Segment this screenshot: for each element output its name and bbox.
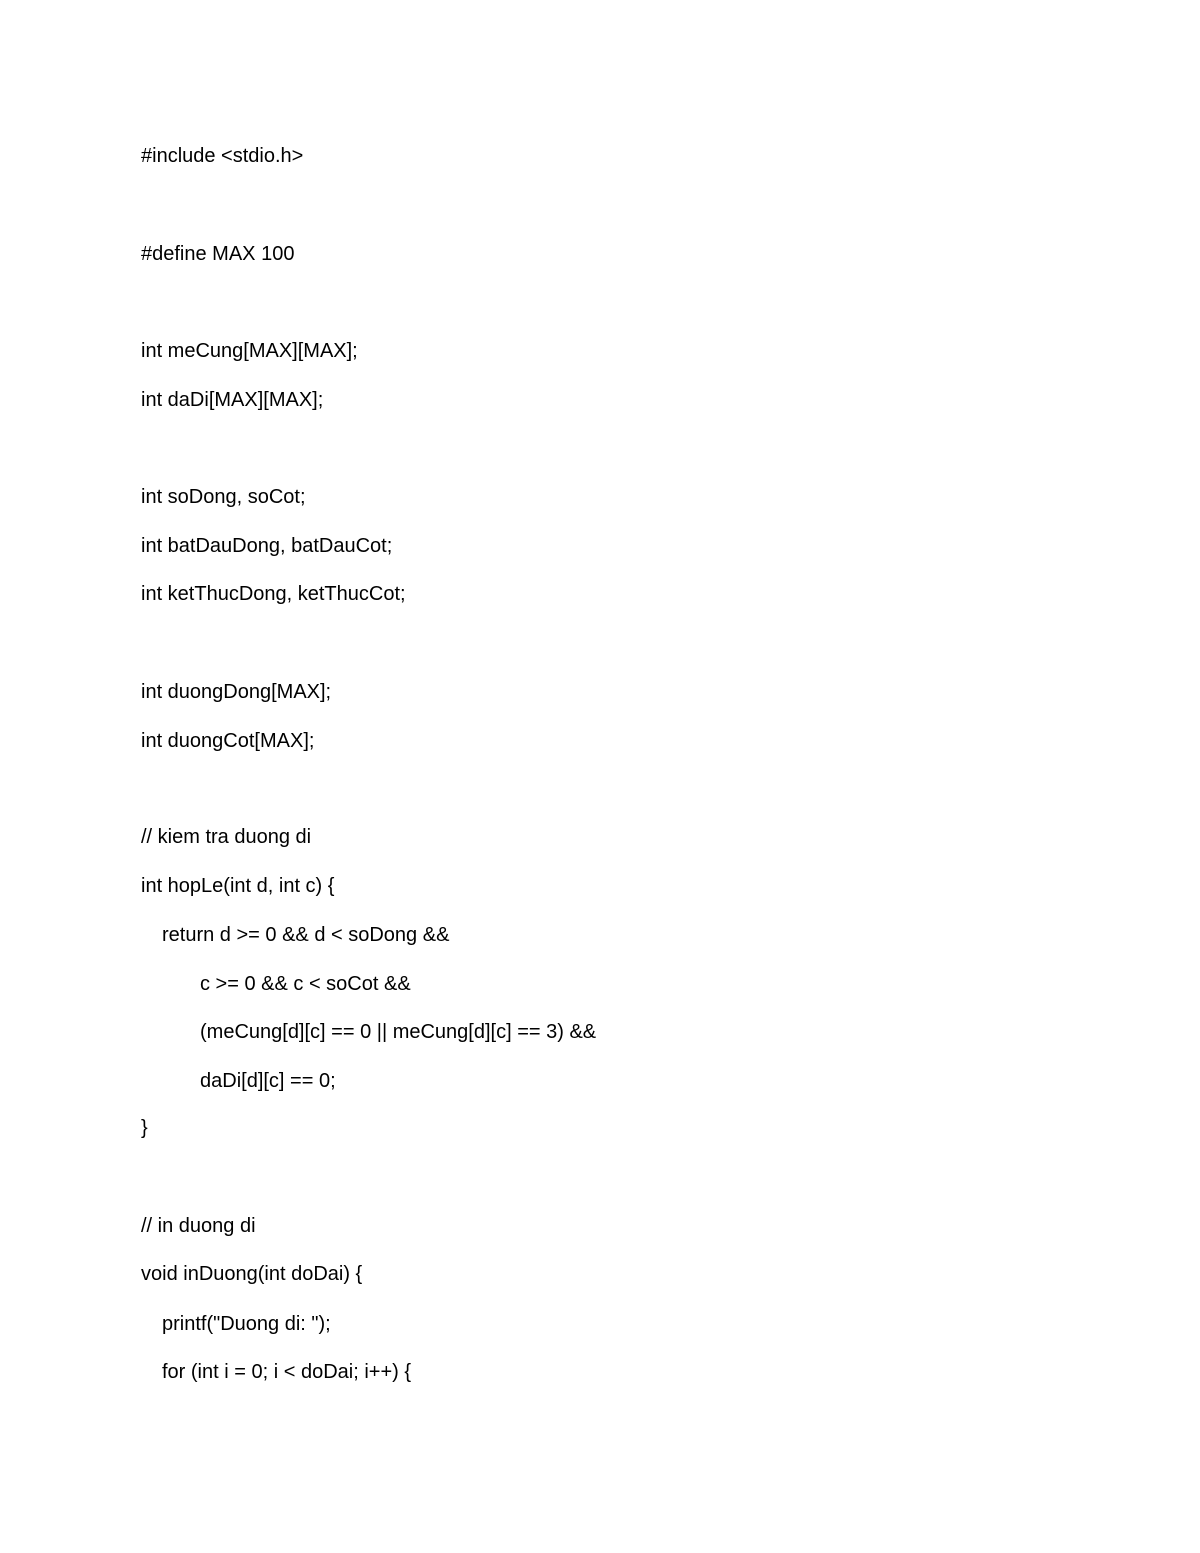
- code-line-visited-check: daDi[d][c] == 0;: [200, 1070, 336, 1092]
- code-line-mecung-decl: int meCung[MAX][MAX];: [141, 340, 358, 362]
- code-line-include: #include <stdio.h>: [141, 145, 304, 167]
- code-line-cell-check: (meCung[d][c] == 0 || meCung[d][c] == 3) &&: [200, 1021, 597, 1043]
- code-line-size-decl: int soDong, soCot;: [141, 486, 306, 508]
- code-line-end-decl: int ketThucDong, ketThucCot;: [141, 583, 406, 605]
- code-line-return-stmt: return d >= 0 && d < soDong &&: [162, 924, 450, 946]
- code-line-define: #define MAX 100: [141, 243, 295, 265]
- code-line-path-row-decl: int duongDong[MAX];: [141, 681, 332, 703]
- code-line-printf: printf("Duong di: ");: [162, 1313, 331, 1335]
- code-comment-check-path: // kiem tra duong di: [141, 826, 312, 848]
- code-line-col-check: c >= 0 && c < soCot &&: [200, 973, 411, 995]
- code-line-close-brace: }: [141, 1117, 148, 1139]
- code-line-dadi-decl: int daDi[MAX][MAX];: [141, 389, 324, 411]
- code-line-induong-signature: void inDuong(int doDai) {: [141, 1263, 363, 1285]
- code-line-start-decl: int batDauDong, batDauCot;: [141, 535, 393, 557]
- code-line-hople-signature: int hopLe(int d, int c) {: [141, 875, 335, 897]
- code-line-path-col-decl: int duongCot[MAX];: [141, 730, 315, 752]
- code-line-for-loop: for (int i = 0; i < doDai; i++) {: [162, 1361, 412, 1383]
- code-comment-print-path: // in duong di: [141, 1215, 256, 1237]
